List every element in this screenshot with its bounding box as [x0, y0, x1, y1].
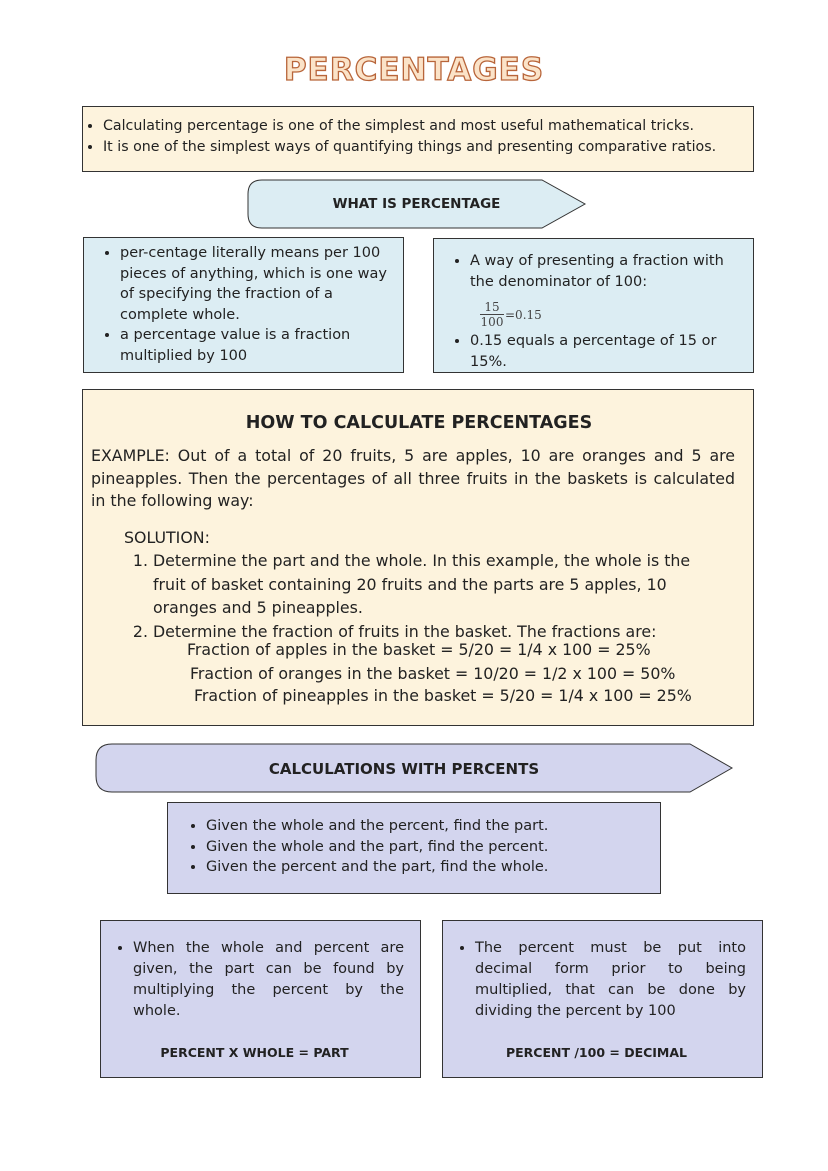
how-heading: HOW TO CALCULATE PERCENTAGES: [245, 413, 593, 433]
what-right-box: [433, 238, 754, 373]
part-formula: PERCENT X WHOLE = PART: [160, 1045, 349, 1060]
calc-item: • Given the whole and the part, find the percent.: [206, 837, 652, 858]
fraction-numerator: 15: [484, 300, 500, 314]
solution-label: SOLUTION:: [124, 528, 210, 547]
solution-steps: [132, 549, 692, 643]
part-box: [100, 920, 421, 1078]
definition-item: • A way of presenting a fraction with the denominator of 100:: [470, 251, 743, 292]
fraction-line: Fraction of pineapples in the basket = 5/20 = 1/4 x 100 = 25%: [194, 686, 692, 705]
decimal-explanation: • The percent must be put into decimal form prior to being multiplied, that can be done by dividing the percent by 100: [475, 938, 746, 1022]
what-heading: WHAT IS PERCENTAGE: [332, 196, 501, 212]
how-box: [82, 389, 754, 726]
fraction-result: =0.15: [505, 308, 542, 322]
page-title: PERCENTAGES: [283, 52, 545, 88]
intro-item: • Calculating percentage is one of the simplest and most useful mathematical tricks.: [103, 116, 747, 137]
solution-step: 2. Determine the fraction of fruits in the basket. The fractions are:: [153, 620, 692, 644]
definition-item: • per-centage literally means per 100 pieces of anything, which is one way of specifying the fraction of a complete whole.: [120, 243, 393, 325]
definition-item: • a percentage value is a fraction multiplied by 100: [120, 325, 393, 366]
fraction-line: Fraction of apples in the basket = 5/20 = 1/4 x 100 = 25%: [187, 640, 651, 659]
fraction-line: Fraction of oranges in the basket = 10/20 = 1/2 x 100 = 50%: [190, 664, 676, 683]
calc-item: • Given the percent and the part, find the whole.: [206, 857, 652, 878]
definition-item: • 0.15 equals a percentage of 15 or 15%.: [470, 331, 743, 372]
fraction-equation: [480, 301, 542, 329]
decimal-formula: PERCENT /100 = DECIMAL: [505, 1045, 688, 1060]
solution-step: 1. Determine the part and the whole. In this example, the whole is the fruit of basket containing 20 fruits and the parts are 5 apples, 10 oranges and 5 pineapples.: [153, 549, 692, 620]
calc-heading: CALCULATIONS WITH PERCENTS: [268, 760, 540, 778]
intro-item: • It is one of the simplest ways of quantifying things and presenting comparative ratios.: [103, 137, 747, 158]
calc-item: • Given the whole and the percent, find the part.: [206, 816, 652, 837]
decimal-box: [442, 920, 763, 1078]
what-left-box: [83, 237, 404, 373]
part-explanation: • When the whole and percent are given, the part can be found by multiplying the percent by the whole.: [133, 938, 404, 1022]
example-text: EXAMPLE: Out of a total of 20 fruits, 5 are apples, 10 are oranges and 5 are pineapples. Then the percentages of all three fruits in the baskets is calculated in the following way:: [91, 446, 735, 510]
fraction-denominator: 100: [480, 315, 504, 329]
calc-list-box: [167, 802, 661, 894]
